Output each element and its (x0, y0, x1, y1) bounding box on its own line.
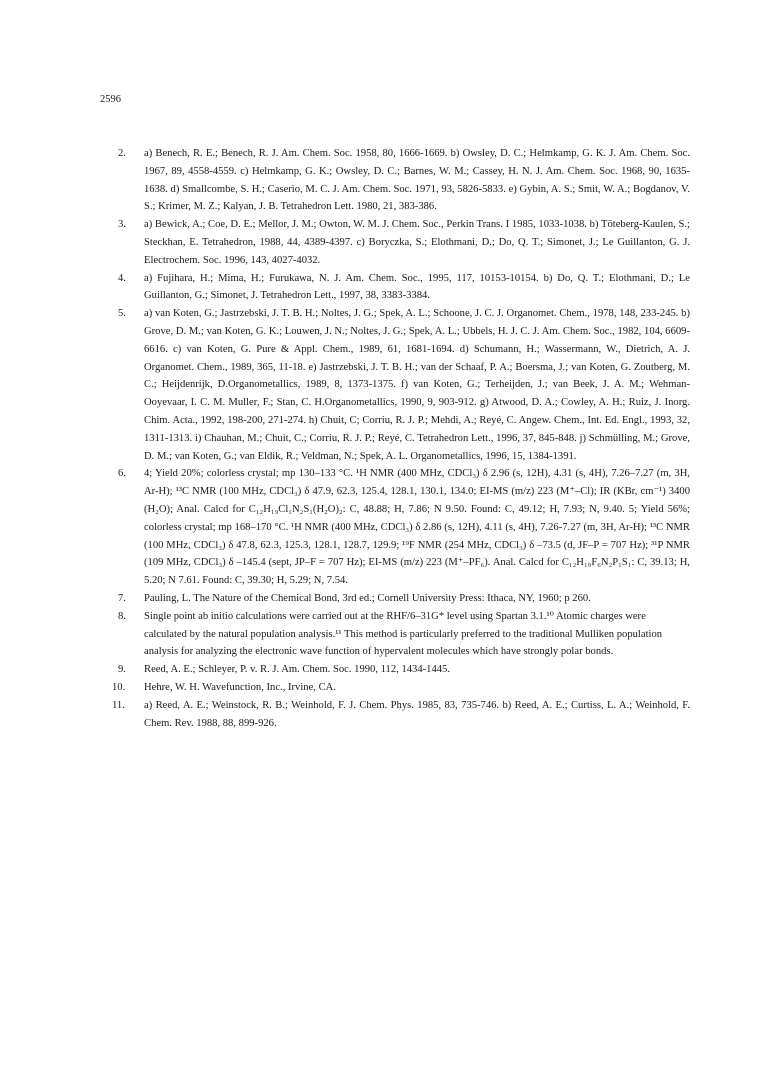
reference-item-6 (118, 465, 690, 590)
reference-text: Pauling, L. The Nature of the Chemical Bond, 3rd ed.; Cornell University Press: Ithaca, NY, 1960; p 260. (144, 592, 591, 604)
reference-text: Reed, A. E.; Schleyer, P. v. R. J. Am. Chem. Soc. 1990, 112, 1434-1445. (144, 664, 450, 676)
reference-number: 9. (118, 664, 126, 676)
reference-text: a) Reed, A. E.; Weinstock, R. B.; Weinhold, F. J. Chem. Phys. 1985, 83, 735-746. b) Reed, A. E.; Curtiss, L. A.; Weinhold, F. Chem. Rev. 1988, 88, 899-926. (144, 699, 690, 729)
reference-item-8 (118, 608, 690, 661)
reference-number: 8. (118, 610, 126, 622)
page-number: 2596 (100, 94, 121, 105)
reference-number: 3. (118, 219, 126, 231)
reference-text: a) Bewick, A.; Coe, D. E.; Mellor, J. M.; Owton, W. M. J. Chem. Soc., Perkin Trans. I 1985, 1033-1038. b) Töteberg-Kaulen, S.; Steckhan, E. Tetrahedron, 1988, 44, 4389-4397. c) Boryczka, S.; Elothmani, D.; Do, Q. T.; Simonet, J.; Le Guillanton, G. J. Electrochem. Soc. 1996, 143, 4027-4032. (144, 219, 690, 266)
reference-list (112, 145, 690, 732)
reference-item-2 (118, 145, 690, 216)
reference-text: a) Fujihara, H.; Mima, H.; Furukawa, N. J. Am. Chem. Soc., 1995, 117, 10153-10154. b) Do, Q. T.; Elothmani, D.; Le Guillanton, G.; Simonet, J. Tetrahedron Lett., 1997, 38, 3383-3384. (144, 272, 690, 302)
reference-number: 10. (112, 681, 126, 693)
reference-number: 6. (118, 468, 126, 480)
reference-text: 4; Yield 20%; colorless crystal; mp 130–133 °C. ¹H NMR (400 MHz, CDCl₃) δ 2.96 (s, 12H), 4.31 (s, 4H), 7.26–7.27 (m, 3H, Ar-H); ¹³C NMR (100 MHz, CDCl₃) δ 47.9, 62.3, 125.4, 128.1, 130.1, 134.0; EI-MS (m/z) 223 (M⁺–Cl); IR (KBr, cm⁻¹) 3400 (H₂O); Anal. Calcd for C₁₂H₁₉Cl₁N₂S₁(H₂O)₂: C, 48.88; H, 7.86; N 9.50. Found: C, 49.12; H, 7.93; N, 9.40. 5; Yield 56%; colorless crystal; mp 168–170 °C. ¹H NMR (400 MHz, CDCl₃) δ 2.86 (s, 12H), 4.11 (s, 4H), 7.26-7.27 (m, 3H, Ar-H); ¹³C NMR (100 MHz, CDCl₃) δ 47.8, 62.3, 125.3, 128.1, 128.7, 129.9; ¹⁹F NMR (254 MHz, CDCl₃) δ –73.5 (d, JF–P = 707 Hz); ³¹P NMR (109 MHz, CDCl₃) δ –145.4 (sept, JP–F = 707 Hz); EI-MS (m/z) 223 (M⁺–PF₆). Anal. Calcd for C₁₂H₁₉F₆N₂P₁S₁: C, 39.13; H, 5.20; N 7.61. Found: C, 39.30; H, 5.29; N, 7.54. (144, 468, 690, 587)
reference-item-9 (118, 661, 690, 679)
reference-text: Hehre, W. H. Wavefunction, Inc., Irvine, CA. (144, 681, 336, 693)
reference-number: 4. (118, 272, 126, 284)
reference-text: a) Benech, R. E.; Benech, R. J. Am. Chem. Soc. 1958, 80, 1666-1669. b) Owsley, D. C.; Helmkamp, G. K. J. Am. Chem. Soc. 1967, 89, 4558-4559. c) Helmkamp, G. K.; Owsley, D. C.; Barnes, W. M.; Cassey, H. N. J. Am. Chem. Soc. 1968, 90, 1635-1638. d) Smallcombe, S. H.; Caserio, M. C. J. Am. Chem. Soc. 1971, 93, 5826-5833. e) Gybin, A. S.; Smit, W. A.; Bogdanov, V. S.; Krimer, M. Z.; Kalyan, J. B. Tetrahedron Lett. 1980, 21, 383-386. (144, 148, 690, 213)
reference-item-5 (118, 305, 690, 465)
reference-item-4 (118, 270, 690, 306)
reference-item-10 (112, 679, 690, 697)
reference-number: 7. (118, 592, 126, 604)
reference-number: 11. (112, 699, 125, 711)
reference-number: 5. (118, 308, 126, 320)
reference-item-7 (118, 590, 690, 608)
reference-item-11 (112, 697, 690, 733)
reference-item-3 (118, 216, 690, 269)
reference-number: 2. (118, 148, 126, 159)
reference-text: Single point ab initio calculations were carried out at the RHF/6–31G* level using Spartan 3.1.¹⁰ Atomic charges were calculated by the natural population analysis.¹¹ This method is particularly preferred to the traditional Mulliken population analysis for analyzing the electronic wave function of hypervalent molecules which have strongly polar bonds. (144, 610, 663, 658)
reference-text: a) van Koten, G.; Jastrzebski, J. T. B. H.; Noltes, J. G.; Spek, A. L.; Schoone, J. C. J. Organomet. Chem., 1978, 148, 233-245. b) Grove, D. M.; van Koten, G. K.; Louwen, J. N.; Noltes, J. G.; Spek, A. L.; Ubbels, H. J. C. J. Am. Chem. Soc., 1982, 104, 6609-6616. c) van Koten, G. Pure & Appl. Chem., 1989, 61, 1681-1694. d) Schumann, H.; Wassermann, W., Dietrich, A. J. Organomet. Chem., 1989, 365, 11-18. e) Jastrzebski, J. T. B. H.; van der Schaaf, P. A.; Boersma, J.; van Koten, G. Zoutberg, M. C.; Heijdenrijk, D.Organometallics, 1989, 8, 1373-1375. f) van Koten, G.; Terheijden, J.; van Beek, J. A. M.; Wehman-Ooyevaar, I. C. M. Muller, F.; Stan, C. H.Organometallics, 1990, 9, 903-912. g) Atwood, D. A.; Cowley, A. H.; Ruiz, J. Inorg. Chim. Acta., 1992, 198-200, 271-274. h) Chuit, C; Corriu, R. J. P.; Mehdi, A.; Reyé, C. Angew. Chem., Int. Ed. Engl., 1993, 32, 1311-1313. i) Chauhan, M.; Chuit, C.; Corriu, R. J. P.; Reyé, C. Tetrahedron Lett., 1996, 37, 845-848. j) Schmülling, M.; Grove, D. M.; van Koten, G.; van Eldik, R.; Veldman, N.; Spek, A. L. Organometallics, 1996, 15, 1384-1391. (144, 308, 690, 462)
